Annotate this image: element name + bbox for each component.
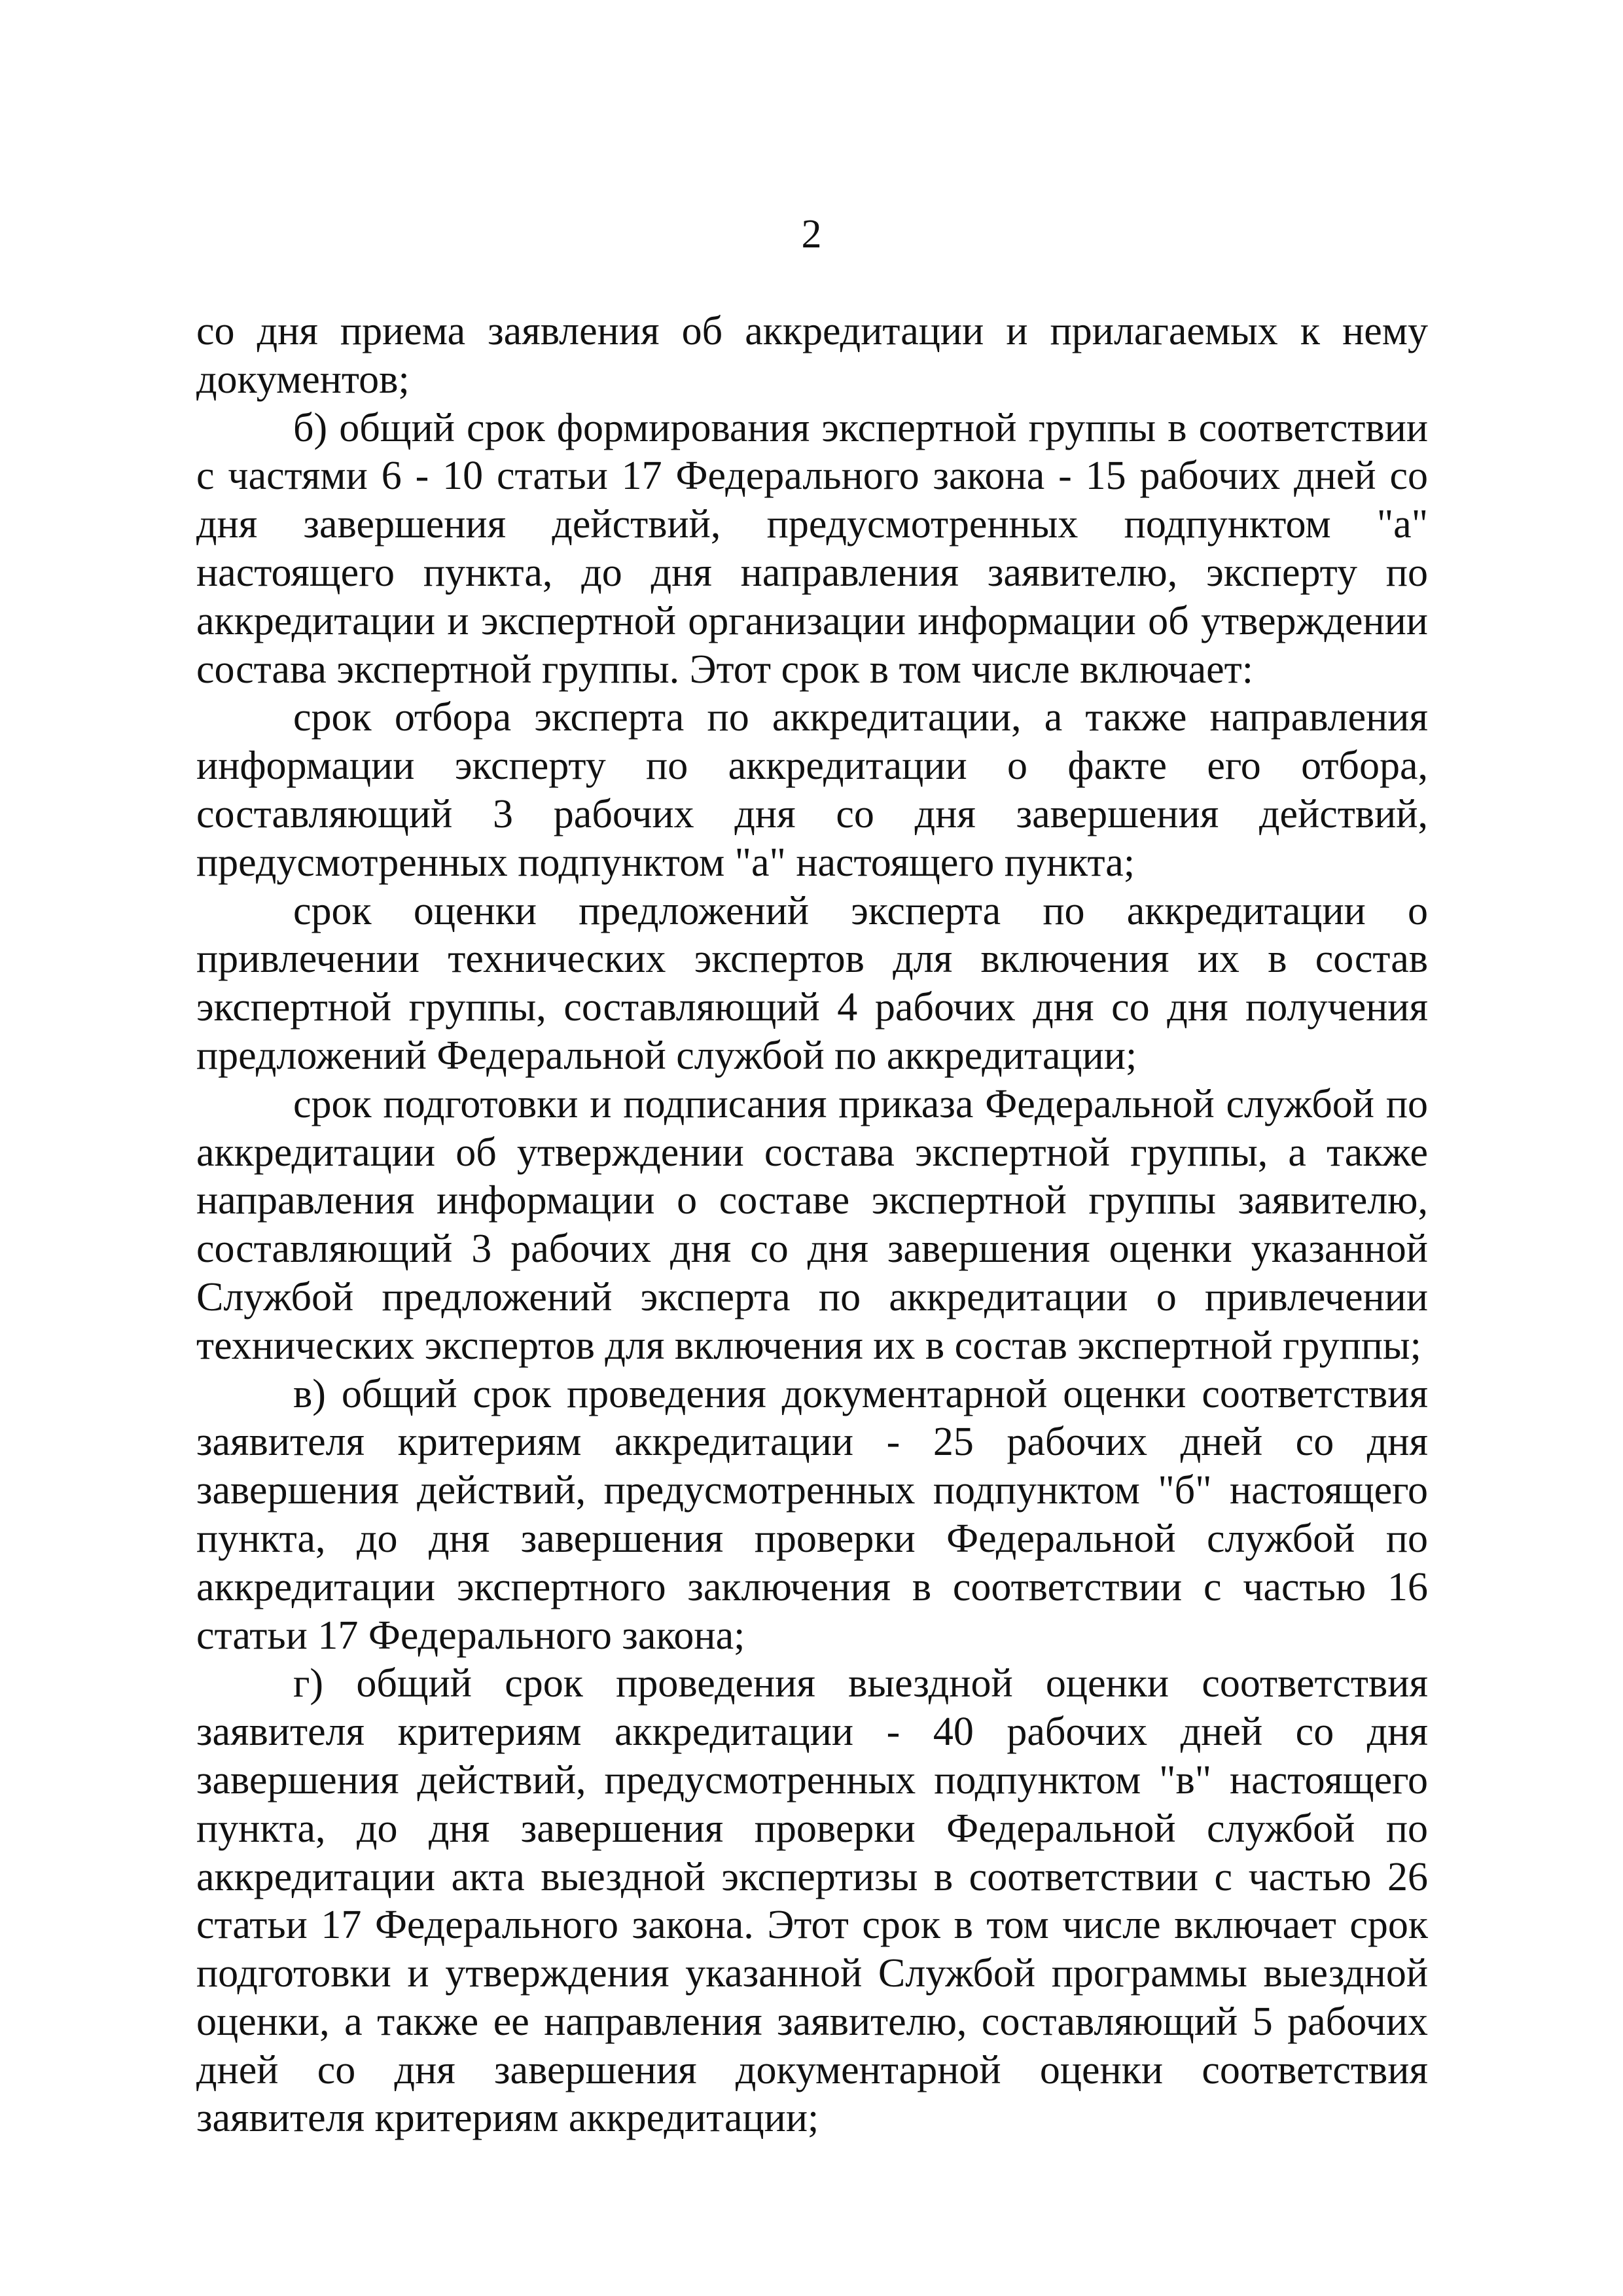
paragraph-proposal-evaluation: срок оценки предложений эксперта по аккредитации о привлечении технических экспертов для включения их в состав экспертной группы, составляющий 4 рабочих дня со дня получения предложений Федеральной службой по аккредитации; (196, 888, 1428, 1078)
paragraph-item-b: б) общий срок формирования экспертной группы в соответствии с частями 6 - 10 статьи 17 Федерального закона - 15 рабочих дней со дня завершения действий, предусмотренных подпунктом "а" настоящего пункта, до дня направления заявителю, эксперту по аккредитации и экспертной организации информации об утверждении состава экспертной группы. Этот срок в том числе включает: (196, 405, 1428, 692)
paragraph-item-g: г) общий срок проведения выездной оценки соответствия заявителя критериям аккредитации - 40 рабочих дней со дня завершения действий, предусмотренных подпунктом "в" настоящего пункта, до дня завершения проверки Федеральной службой по аккредитации акта выездной экспертизы в соответствии с частью 26 статьи 17 Федерального закона. Этот срок в том числе включает срок подготовки и утверждения указанной Службой программы выездной оценки, а также ее направления заявителю, составляющий 5 рабочих дней со дня завершения документарной оценки соответствия заявителя критериям аккредитации; (196, 1661, 1428, 2141)
page-number: 2 (801, 212, 822, 257)
document-body (196, 308, 1428, 2143)
paragraph-continuation: со дня приема заявления об аккредитации и прилагаемых к нему документов; (196, 309, 1428, 402)
paragraph-expert-selection: срок отбора эксперта по аккредитации, а также направления информации эксперту по аккредитации о факте его отбора, составляющий 3 рабочих дня со дня завершения действий, предусмотренных подпунктом "а" настоящего пункта; (196, 695, 1428, 885)
paragraph-order-preparation: срок подготовки и подписания приказа Федеральной службой по аккредитации об утверждении состава экспертной группы, а также направления информации о составе экспертной группы заявителю, составляющий 3 рабочих дня со дня завершения оценки указанной Службой предложений эксперта по аккредитации о привлечении технических экспертов для включения их в состав экспертной группы; (196, 1081, 1428, 1368)
paragraph-item-v: в) общий срок проведения документарной оценки соответствия заявителя критериям аккредитации - 25 рабочих дней со дня завершения действий, предусмотренных подпунктом "б" настоящего пункта, до дня завершения проверки Федеральной службой по аккредитации экспертного заключения в соответствии с частью 16 статьи 17 Федерального закона; (196, 1371, 1428, 1658)
